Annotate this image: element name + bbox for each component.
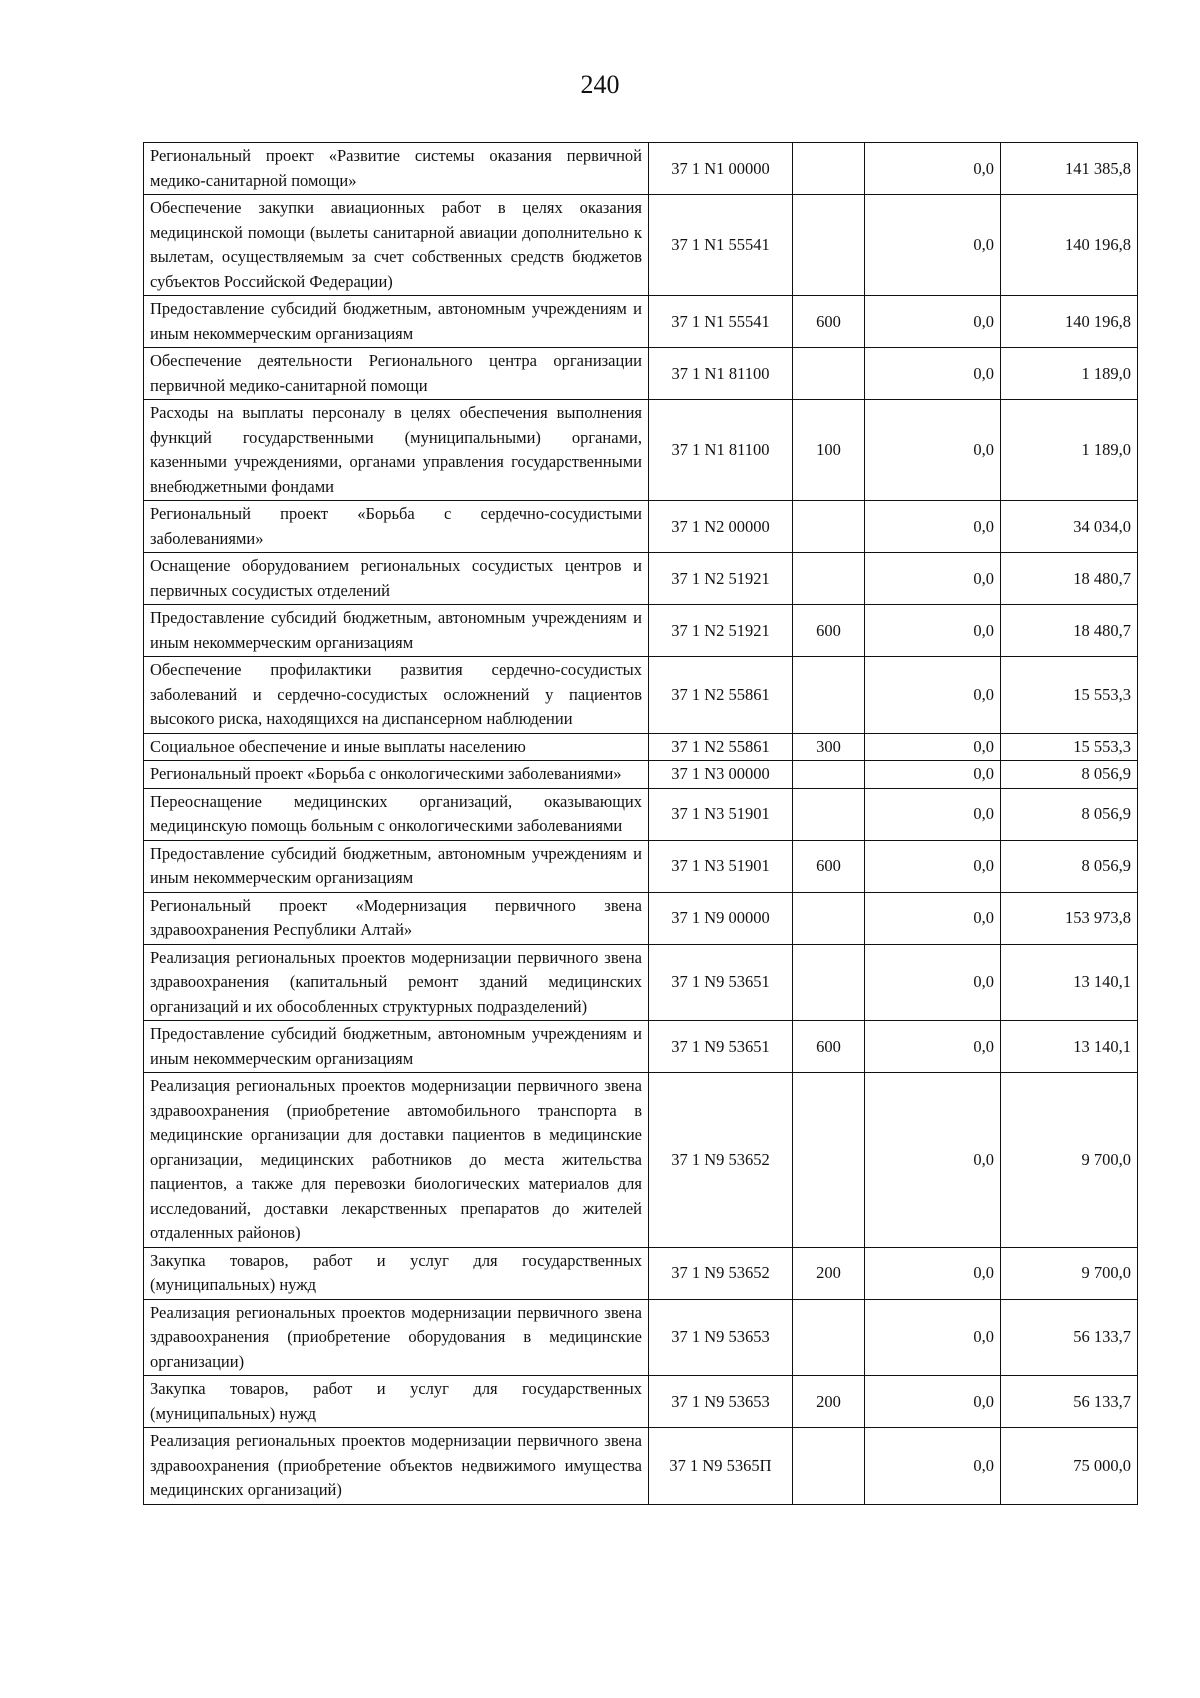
row-value-2-cell: 56 133,7 — [1001, 1299, 1138, 1376]
row-expense-type-cell — [793, 348, 865, 400]
row-expense-type-cell: 300 — [793, 733, 865, 761]
table-row — [144, 1073, 1138, 1248]
row-name-cell: Предоставление субсидий бюджетным, автономным учреждениям и иным некоммерческим организациям — [144, 840, 649, 892]
row-value-1-cell: 0,0 — [865, 143, 1001, 195]
row-value-2-cell: 56 133,7 — [1001, 1376, 1138, 1428]
row-expense-type-cell: 600 — [793, 1021, 865, 1073]
row-code-cell: 37 1 N1 55541 — [649, 296, 793, 348]
row-name-cell: Расходы на выплаты персоналу в целях обеспечения выполнения функций государственными (муниципальными) органами, казенными учреждениями, органами управления государственными внебюджетными фондами — [144, 400, 649, 501]
row-expense-type-cell — [793, 788, 865, 840]
row-expense-type-cell — [793, 657, 865, 734]
row-code-cell: 37 1 N2 51921 — [649, 605, 793, 657]
row-value-1-cell: 0,0 — [865, 788, 1001, 840]
row-value-1-cell: 0,0 — [865, 400, 1001, 501]
row-name-cell: Региональный проект «Модернизация первичного звена здравоохранения Республики Алтай» — [144, 892, 649, 944]
table-row — [144, 1247, 1138, 1299]
row-expense-type-cell — [793, 195, 865, 296]
row-code-cell: 37 1 N2 51921 — [649, 553, 793, 605]
budget-table-body — [144, 143, 1138, 1505]
row-code-cell: 37 1 N1 55541 — [649, 195, 793, 296]
row-name-cell: Реализация региональных проектов модернизации первичного звена здравоохранения (приобретение объектов недвижимого имущества медицинских организаций) — [144, 1428, 649, 1505]
row-value-2-cell: 13 140,1 — [1001, 944, 1138, 1021]
row-expense-type-cell — [793, 1428, 865, 1505]
row-code-cell: 37 1 N2 55861 — [649, 733, 793, 761]
row-code-cell: 37 1 N9 53653 — [649, 1376, 793, 1428]
row-code-cell: 37 1 N9 5365П — [649, 1428, 793, 1505]
row-value-2-cell: 34 034,0 — [1001, 501, 1138, 553]
row-code-cell: 37 1 N9 53652 — [649, 1247, 793, 1299]
row-value-2-cell: 9 700,0 — [1001, 1073, 1138, 1248]
table-row — [144, 657, 1138, 734]
row-value-2-cell: 18 480,7 — [1001, 605, 1138, 657]
table-row — [144, 1021, 1138, 1073]
table-row — [144, 1376, 1138, 1428]
table-row — [144, 553, 1138, 605]
row-expense-type-cell — [793, 761, 865, 789]
row-expense-type-cell: 600 — [793, 296, 865, 348]
row-value-1-cell: 0,0 — [865, 348, 1001, 400]
row-value-1-cell: 0,0 — [865, 944, 1001, 1021]
row-expense-type-cell: 600 — [793, 605, 865, 657]
row-name-cell: Региональный проект «Борьба с сердечно-сосудистыми заболеваниями» — [144, 501, 649, 553]
row-value-2-cell: 15 553,3 — [1001, 733, 1138, 761]
row-expense-type-cell: 100 — [793, 400, 865, 501]
row-expense-type-cell: 600 — [793, 840, 865, 892]
row-value-1-cell: 0,0 — [865, 296, 1001, 348]
row-name-cell: Закупка товаров, работ и услуг для государственных (муниципальных) нужд — [144, 1376, 649, 1428]
table-row — [144, 400, 1138, 501]
row-code-cell: 37 1 N9 00000 — [649, 892, 793, 944]
row-name-cell: Социальное обеспечение и иные выплаты населению — [144, 733, 649, 761]
row-value-2-cell: 140 196,8 — [1001, 195, 1138, 296]
row-code-cell: 37 1 N9 53651 — [649, 944, 793, 1021]
row-name-cell: Обеспечение профилактики развития сердечно-сосудистых заболеваний и сердечно-сосудистых осложнений у пациентов высокого риска, находящихся на диспансерном наблюдении — [144, 657, 649, 734]
row-value-2-cell: 140 196,8 — [1001, 296, 1138, 348]
row-value-1-cell: 0,0 — [865, 892, 1001, 944]
row-name-cell: Реализация региональных проектов модернизации первичного звена здравоохранения (приобретение автомобильного транспорта в медицинские организации для доставки пациентов в медицинские организации, медицинских работников до места жительства пациентов, а также для перевозки биологических материалов для исследований, доставки лекарственных препаратов до жителей отдаленных районов) — [144, 1073, 649, 1248]
table-row — [144, 348, 1138, 400]
row-value-1-cell: 0,0 — [865, 605, 1001, 657]
row-value-1-cell: 0,0 — [865, 195, 1001, 296]
row-value-1-cell: 0,0 — [865, 1073, 1001, 1248]
row-value-1-cell: 0,0 — [865, 761, 1001, 789]
table-row — [144, 605, 1138, 657]
row-code-cell: 37 1 N9 53653 — [649, 1299, 793, 1376]
row-name-cell: Региональный проект «Развитие системы оказания первичной медико-санитарной помощи» — [144, 143, 649, 195]
row-name-cell: Реализация региональных проектов модернизации первичного звена здравоохранения (приобретение оборудования в медицинские организации) — [144, 1299, 649, 1376]
row-value-1-cell: 0,0 — [865, 1376, 1001, 1428]
row-value-2-cell: 18 480,7 — [1001, 553, 1138, 605]
row-code-cell: 37 1 N3 51901 — [649, 788, 793, 840]
row-code-cell: 37 1 N9 53651 — [649, 1021, 793, 1073]
row-value-2-cell: 75 000,0 — [1001, 1428, 1138, 1505]
row-value-2-cell: 8 056,9 — [1001, 788, 1138, 840]
table-row — [144, 195, 1138, 296]
row-name-cell: Закупка товаров, работ и услуг для государственных (муниципальных) нужд — [144, 1247, 649, 1299]
table-row — [144, 840, 1138, 892]
row-value-1-cell: 0,0 — [865, 1247, 1001, 1299]
row-name-cell: Переоснащение медицинских организаций, оказывающих медицинскую помощь больным с онкологическими заболеваниями — [144, 788, 649, 840]
page-number: 240 — [580, 70, 620, 99]
row-code-cell: 37 1 N1 81100 — [649, 400, 793, 501]
row-expense-type-cell — [793, 501, 865, 553]
row-value-2-cell: 141 385,8 — [1001, 143, 1138, 195]
row-expense-type-cell — [793, 1073, 865, 1248]
row-value-1-cell: 0,0 — [865, 1299, 1001, 1376]
row-expense-type-cell: 200 — [793, 1376, 865, 1428]
table-row — [144, 501, 1138, 553]
row-value-2-cell: 15 553,3 — [1001, 657, 1138, 734]
row-expense-type-cell — [793, 143, 865, 195]
row-value-1-cell: 0,0 — [865, 501, 1001, 553]
row-name-cell: Реализация региональных проектов модернизации первичного звена здравоохранения (капитальный ремонт зданий медицинских организаций и их обособленных структурных подразделений) — [144, 944, 649, 1021]
row-value-1-cell: 0,0 — [865, 733, 1001, 761]
row-name-cell: Обеспечение деятельности Регионального центра организации первичной медико-санитарной помощи — [144, 348, 649, 400]
table-row — [144, 296, 1138, 348]
row-code-cell: 37 1 N2 00000 — [649, 501, 793, 553]
row-code-cell: 37 1 N9 53652 — [649, 1073, 793, 1248]
row-expense-type-cell — [793, 553, 865, 605]
table-row — [144, 1428, 1138, 1505]
row-value-1-cell: 0,0 — [865, 1428, 1001, 1505]
table-row — [144, 892, 1138, 944]
row-value-1-cell: 0,0 — [865, 657, 1001, 734]
row-value-1-cell: 0,0 — [865, 1021, 1001, 1073]
row-value-2-cell: 9 700,0 — [1001, 1247, 1138, 1299]
row-name-cell: Предоставление субсидий бюджетным, автономным учреждениям и иным некоммерческим организациям — [144, 1021, 649, 1073]
table-row — [144, 1299, 1138, 1376]
row-value-2-cell: 1 189,0 — [1001, 400, 1138, 501]
row-expense-type-cell — [793, 944, 865, 1021]
row-expense-type-cell — [793, 892, 865, 944]
row-code-cell: 37 1 N1 00000 — [649, 143, 793, 195]
table-row — [144, 143, 1138, 195]
row-name-cell: Предоставление субсидий бюджетным, автономным учреждениям и иным некоммерческим организациям — [144, 296, 649, 348]
row-code-cell: 37 1 N1 81100 — [649, 348, 793, 400]
table-row — [144, 944, 1138, 1021]
row-code-cell: 37 1 N3 51901 — [649, 840, 793, 892]
row-value-1-cell: 0,0 — [865, 840, 1001, 892]
row-expense-type-cell: 200 — [793, 1247, 865, 1299]
table-row — [144, 788, 1138, 840]
row-value-2-cell: 8 056,9 — [1001, 761, 1138, 789]
table-row — [144, 733, 1138, 761]
row-code-cell: 37 1 N2 55861 — [649, 657, 793, 734]
row-value-1-cell: 0,0 — [865, 553, 1001, 605]
row-value-2-cell: 8 056,9 — [1001, 840, 1138, 892]
row-value-2-cell: 153 973,8 — [1001, 892, 1138, 944]
table-row — [144, 761, 1138, 789]
row-expense-type-cell — [793, 1299, 865, 1376]
row-name-cell: Оснащение оборудованием региональных сосудистых центров и первичных сосудистых отделений — [144, 553, 649, 605]
row-name-cell: Предоставление субсидий бюджетным, автономным учреждениям и иным некоммерческим организациям — [144, 605, 649, 657]
row-name-cell: Региональный проект «Борьба с онкологическими заболеваниями» — [144, 761, 649, 789]
row-value-2-cell: 1 189,0 — [1001, 348, 1138, 400]
budget-table — [143, 142, 1138, 1505]
row-code-cell: 37 1 N3 00000 — [649, 761, 793, 789]
row-value-2-cell: 13 140,1 — [1001, 1021, 1138, 1073]
row-name-cell: Обеспечение закупки авиационных работ в целях оказания медицинской помощи (вылеты санитарной авиации дополнительно к вылетам, осуществляемым за счет собственных средств бюджетов субъектов Российской Федерации) — [144, 195, 649, 296]
